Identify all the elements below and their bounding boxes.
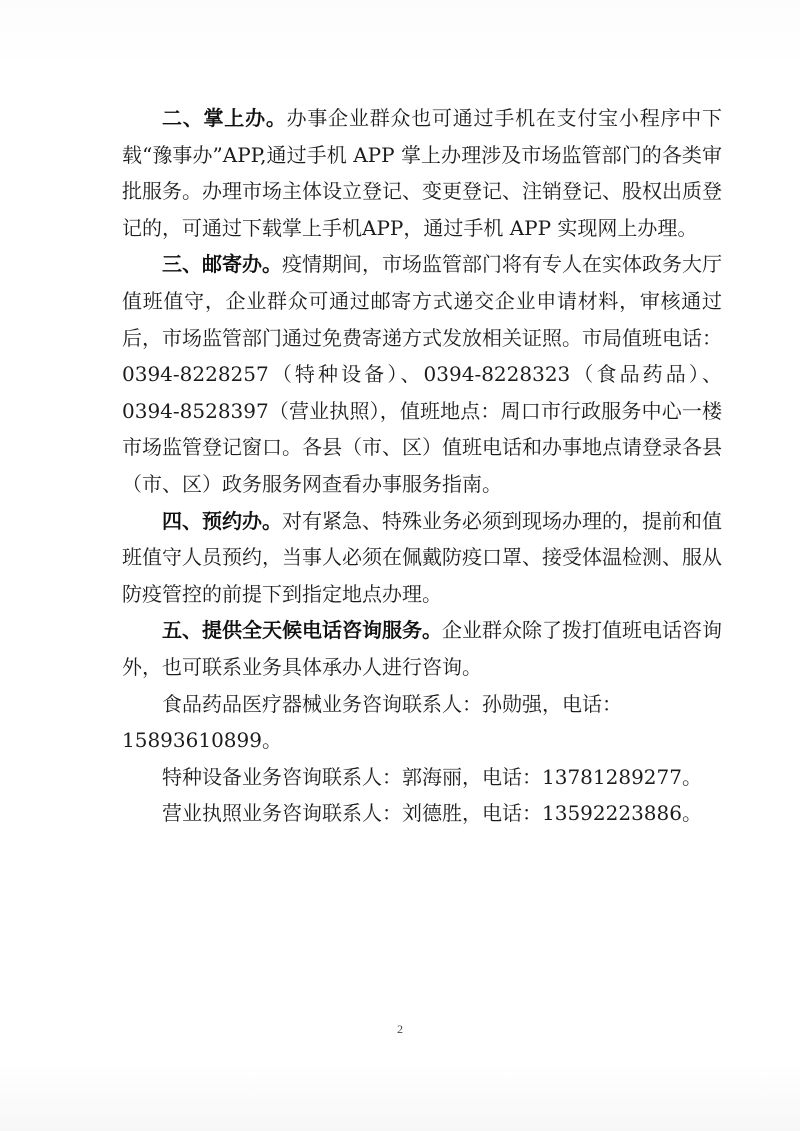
section-heading: 二、掌上办。 (162, 106, 287, 130)
section-body: 对有紧急、特殊业务必须到现场办理的，提前和值班值守人员预约，当事人必须在佩戴防疫口罩、接受体温检测、服从防疫管控的前提下到指定地点办理。 (122, 508, 722, 606)
document-body (122, 100, 722, 832)
section-paragraph (122, 100, 722, 246)
section-heading: 五、提供全天候电话咨询服务。 (162, 618, 442, 643)
section-body: 企业群众除了拨打值班电话咨询外，也可联系业务具体承办人进行咨询。 (122, 618, 722, 679)
section-paragraph (122, 246, 722, 502)
section-heading: 四、预约办。 (162, 508, 282, 533)
section-paragraph (122, 612, 722, 685)
contact-line: 特种设备业务咨询联系人：郭海丽，电话：13781289277。 (162, 764, 702, 789)
contact-line: 食品药品医疗器械业务咨询联系人：孙勋强，电话：15893610899。 (122, 691, 622, 753)
section-body: 疫情期间，市场监管部门将有专人在实体政务大厅值班值守，企业群众可通过邮寄方式递交企业申请材料，审核通过后，市场监管部门通过免费寄递方式发放相关证照。市局值班电话：0394-8228257（特种设备）、0394-8228323（食品药品）、0394-8528397（营业执照），值班地点：周口市行政服务中心一楼市场监管登记窗口。各县（市、区）值班电话和办事地点请登录各县（市、区）政务服务网查看办事服务指南。 (122, 252, 722, 496)
page-number: 2 (397, 1022, 403, 1036)
section-heading: 三、邮寄办。 (162, 252, 282, 277)
section-body: 办事企业群众也可通过手机在支付宝小程序中下载“豫事办”APP,通过手机 APP 掌上办理涉及市场监管部门的各类审批服务。办理市场主体设立登记、变更登记、注销登记、股权出质登记的，可通过下载掌上手机APP，通过手机 APP 实现网上办理。 (122, 106, 723, 240)
section-paragraph (122, 503, 722, 613)
contact-line: 营业执照业务咨询联系人：刘德胜，电话：13592223886。 (162, 801, 702, 826)
